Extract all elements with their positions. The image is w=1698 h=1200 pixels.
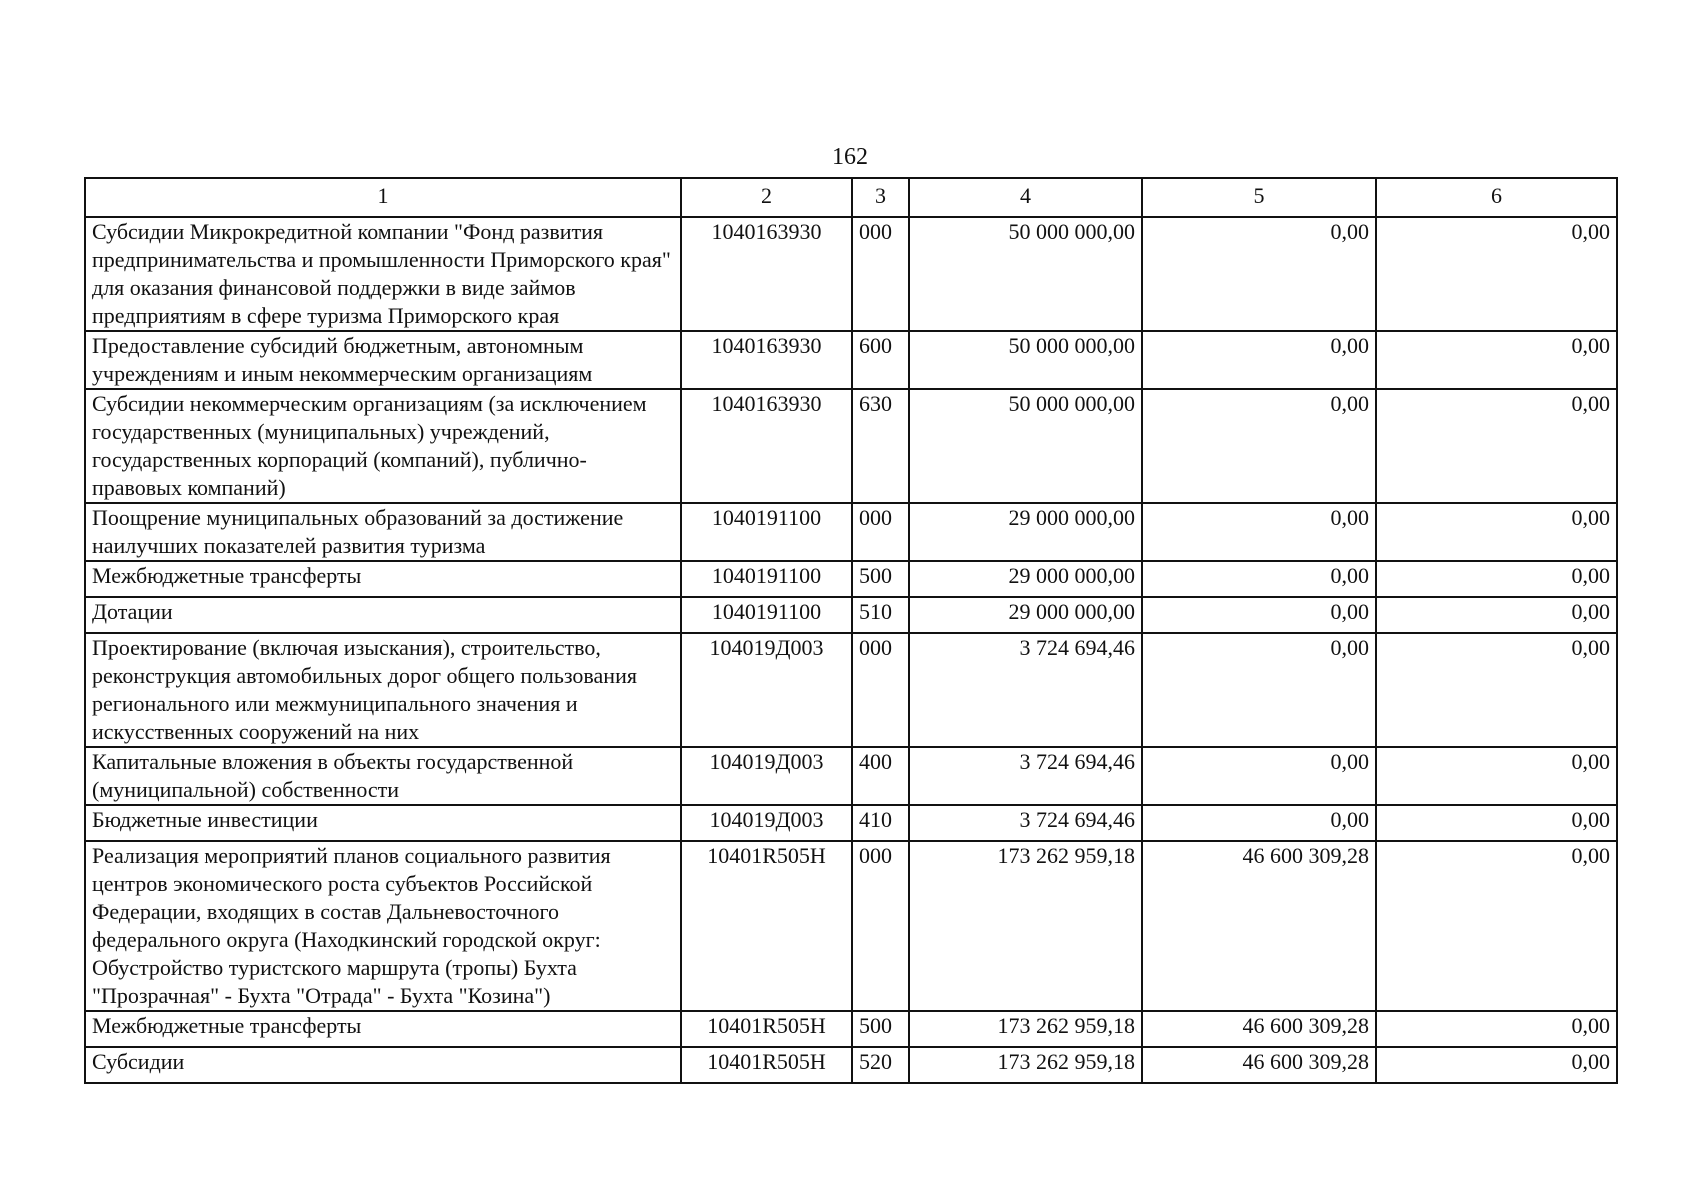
table-row <box>85 503 1617 561</box>
page-number: 162 <box>832 144 868 170</box>
row-value-6: 0,00 <box>1376 503 1617 561</box>
row-code: 1040163930 <box>681 217 852 331</box>
row-value-6: 0,00 <box>1376 597 1617 633</box>
column-header-2: 2 <box>681 178 852 217</box>
row-expense-type: 000 <box>852 217 909 331</box>
row-value-5: 0,00 <box>1142 503 1376 561</box>
row-expense-type: 000 <box>852 503 909 561</box>
row-value-4: 3 724 694,46 <box>909 633 1142 747</box>
row-value-5: 0,00 <box>1142 389 1376 503</box>
row-value-5: 46 600 309,28 <box>1142 1047 1376 1083</box>
row-value-5: 0,00 <box>1142 633 1376 747</box>
row-name: Субсидии <box>85 1047 681 1083</box>
row-expense-type: 500 <box>852 561 909 597</box>
column-header-6: 6 <box>1376 178 1617 217</box>
table-row <box>85 331 1617 389</box>
row-code: 1040163930 <box>681 389 852 503</box>
row-name: Реализация мероприятий планов социального развития центров экономического роста субъектов Российской Федерации, входящих в состав Дальневосточного федерального округа (Находкинский городской округ: Обустройство туристского маршрута (тропы) Бухта "Прозрачная" - Бухта "Отрада" - Бухта "Козина") <box>85 841 681 1011</box>
row-name: Бюджетные инвестиции <box>85 805 681 841</box>
row-expense-type: 600 <box>852 331 909 389</box>
row-name: Дотации <box>85 597 681 633</box>
row-value-4: 50 000 000,00 <box>909 331 1142 389</box>
row-name: Субсидии Микрокредитной компании "Фонд развития предпринимательства и промышленности Приморского края" для оказания финансовой поддержки в виде займов предприятиям в сфере туризма Приморского края <box>85 217 681 331</box>
row-value-4: 173 262 959,18 <box>909 1011 1142 1047</box>
table-row <box>85 1011 1617 1047</box>
row-value-4: 3 724 694,46 <box>909 747 1142 805</box>
row-expense-type: 500 <box>852 1011 909 1047</box>
column-header-4: 4 <box>909 178 1142 217</box>
table-row <box>85 841 1617 1011</box>
row-value-4: 29 000 000,00 <box>909 597 1142 633</box>
column-header-3: 3 <box>852 178 909 217</box>
table-header-row <box>85 178 1617 217</box>
row-code: 1040163930 <box>681 331 852 389</box>
row-value-6: 0,00 <box>1376 1011 1617 1047</box>
row-expense-type: 410 <box>852 805 909 841</box>
row-value-6: 0,00 <box>1376 389 1617 503</box>
row-value-5: 0,00 <box>1142 747 1376 805</box>
row-value-6: 0,00 <box>1376 561 1617 597</box>
row-code: 104019Д003 <box>681 805 852 841</box>
row-code: 1040191100 <box>681 561 852 597</box>
table-row <box>85 1047 1617 1083</box>
column-header-1: 1 <box>85 178 681 217</box>
table-row <box>85 633 1617 747</box>
row-value-5: 0,00 <box>1142 805 1376 841</box>
table-row <box>85 217 1617 331</box>
row-value-6: 0,00 <box>1376 331 1617 389</box>
row-name: Капитальные вложения в объекты государственной (муниципальной) собственности <box>85 747 681 805</box>
row-name: Предоставление субсидий бюджетным, автономным учреждениям и иным некоммерческим организациям <box>85 331 681 389</box>
budget-table <box>84 177 1618 1084</box>
row-expense-type: 510 <box>852 597 909 633</box>
row-value-6: 0,00 <box>1376 805 1617 841</box>
row-value-6: 0,00 <box>1376 217 1617 331</box>
row-code: 1040191100 <box>681 503 852 561</box>
row-code: 104019Д003 <box>681 747 852 805</box>
row-name: Межбюджетные трансферты <box>85 561 681 597</box>
row-value-4: 173 262 959,18 <box>909 1047 1142 1083</box>
row-value-4: 29 000 000,00 <box>909 503 1142 561</box>
row-expense-type: 000 <box>852 633 909 747</box>
row-value-4: 173 262 959,18 <box>909 841 1142 1011</box>
table-row <box>85 597 1617 633</box>
row-value-6: 0,00 <box>1376 841 1617 1011</box>
row-value-5: 0,00 <box>1142 217 1376 331</box>
row-name: Межбюджетные трансферты <box>85 1011 681 1047</box>
row-value-4: 50 000 000,00 <box>909 389 1142 503</box>
row-code: 10401R505Н <box>681 1011 852 1047</box>
row-value-4: 3 724 694,46 <box>909 805 1142 841</box>
row-value-5: 46 600 309,28 <box>1142 1011 1376 1047</box>
row-value-5: 46 600 309,28 <box>1142 841 1376 1011</box>
row-code: 10401R505Н <box>681 1047 852 1083</box>
row-expense-type: 000 <box>852 841 909 1011</box>
row-value-6: 0,00 <box>1376 747 1617 805</box>
table-row <box>85 805 1617 841</box>
row-expense-type: 630 <box>852 389 909 503</box>
row-value-5: 0,00 <box>1142 597 1376 633</box>
row-value-4: 29 000 000,00 <box>909 561 1142 597</box>
table-row <box>85 561 1617 597</box>
row-name: Поощрение муниципальных образований за достижение наилучших показателей развития туризма <box>85 503 681 561</box>
row-value-4: 50 000 000,00 <box>909 217 1142 331</box>
row-value-6: 0,00 <box>1376 633 1617 747</box>
column-header-5: 5 <box>1142 178 1376 217</box>
row-value-5: 0,00 <box>1142 331 1376 389</box>
row-value-5: 0,00 <box>1142 561 1376 597</box>
row-name: Проектирование (включая изыскания), строительство, реконструкция автомобильных дорог общего пользования регионального или межмуниципального значения и искусственных сооружений на них <box>85 633 681 747</box>
row-value-6: 0,00 <box>1376 1047 1617 1083</box>
row-code: 10401R505Н <box>681 841 852 1011</box>
row-code: 104019Д003 <box>681 633 852 747</box>
table-row <box>85 389 1617 503</box>
table-row <box>85 747 1617 805</box>
row-name: Субсидии некоммерческим организациям (за исключением государственных (муниципальных) учреждений, государственных корпораций (компаний), публично-правовых компаний) <box>85 389 681 503</box>
row-expense-type: 400 <box>852 747 909 805</box>
row-expense-type: 520 <box>852 1047 909 1083</box>
row-code: 1040191100 <box>681 597 852 633</box>
